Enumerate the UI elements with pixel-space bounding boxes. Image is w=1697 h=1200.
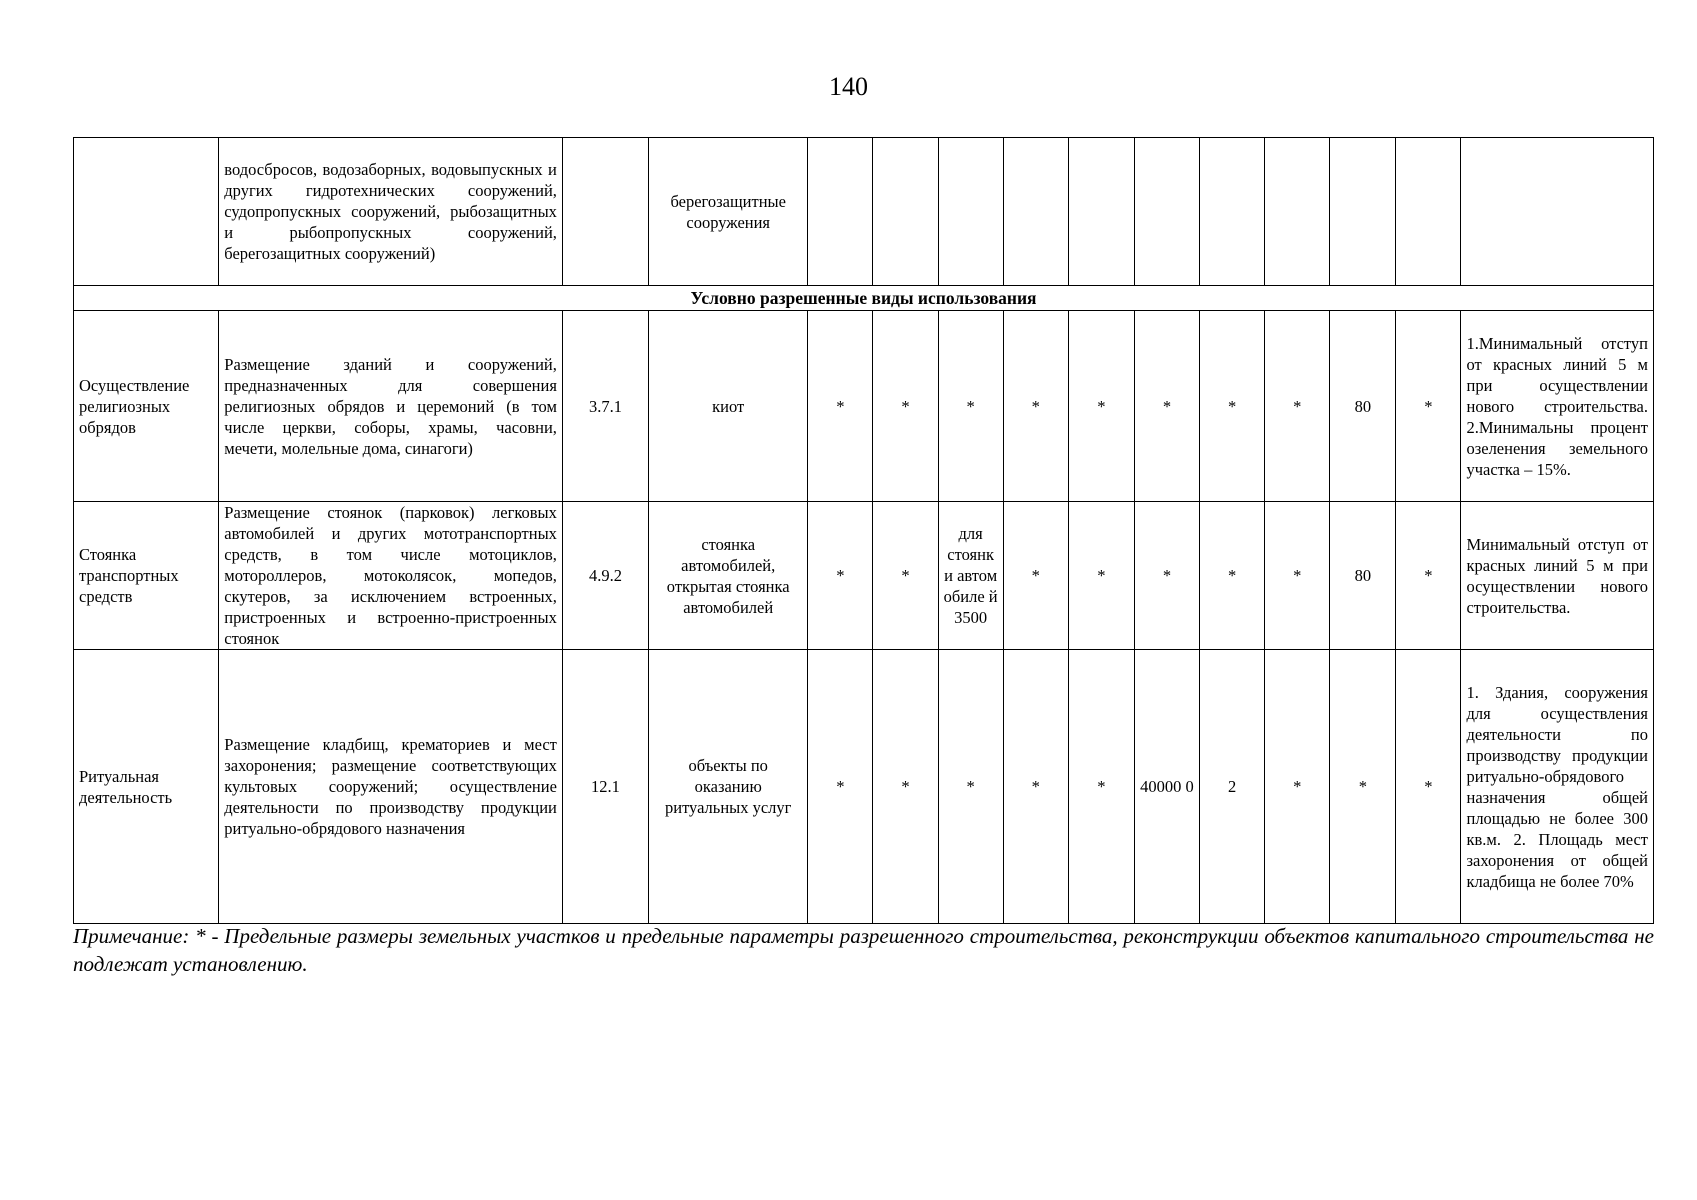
notes-cell: 1.Минимальный отступ от красных линий 5 м при осуществлении нового строительства. 2.Минимальны процент озеленения земельного участка – 15%. bbox=[1461, 311, 1654, 502]
param-cell: 80 bbox=[1330, 311, 1396, 502]
param-cell: 40000 0 bbox=[1134, 650, 1199, 924]
section-title: Условно разрешенные виды использования bbox=[74, 286, 1654, 311]
param-cell: * bbox=[1003, 311, 1068, 502]
param-cell: * bbox=[808, 311, 873, 502]
name-cell: Ритуальная деятельность bbox=[74, 650, 219, 924]
param-cell: 2 bbox=[1200, 650, 1265, 924]
object-cell: киот bbox=[649, 311, 808, 502]
name-cell: Стоянка транспортных средств bbox=[74, 502, 219, 650]
description-cell: Размещение стоянок (парковок) легковых автомобилей и других мототранспортных средств, в том числе мотоциклов, мотороллеров, мотоколясок, мопедов, скутеров, за исключением встроенных, пристроенных и встроенно-пристроенных стоянок bbox=[219, 502, 563, 650]
description-cell: водосбросов, водозаборных, водовыпускных и других гидротехнических сооружений, судопропускных сооружений, рыбозащитных и рыбопропускных сооружений, берегозащитных сооружений) bbox=[219, 138, 563, 286]
param-cell: * bbox=[1003, 650, 1068, 924]
table-row bbox=[74, 650, 1654, 924]
notes-cell: 1. Здания, сооружения для осуществления деятельности по производству продукции ритуально-обрядового назначения общей площадью не более 300 кв.м. 2. Площадь мест захоронения от общей кладбища не более 70% bbox=[1461, 650, 1654, 924]
param-cell: * bbox=[1134, 502, 1199, 650]
param-cell: * bbox=[1068, 650, 1134, 924]
param-cell: * bbox=[1396, 502, 1461, 650]
notes-cell: Минимальный отступ от красных линий 5 м при осуществлении нового строительства. bbox=[1461, 502, 1654, 650]
name-cell bbox=[74, 138, 219, 286]
name-cell: Осуществление религиозных обрядов bbox=[74, 311, 219, 502]
object-cell: стоянка автомобилей, открытая стоянка автомобилей bbox=[649, 502, 808, 650]
footnote: Примечание: * - Предельные размеры земельных участков и предельные параметры разрешенного строительства, реконструкции объектов капитального строительства не подлежат установлению. bbox=[73, 924, 1654, 976]
param-cell: * bbox=[938, 311, 1003, 502]
param-cell: для стоянк и автом обиле й 3500 bbox=[938, 502, 1003, 650]
object-cell: берегозащитные сооружения bbox=[649, 138, 808, 286]
code-cell bbox=[562, 138, 648, 286]
description-cell: Размещение кладбищ, крематориев и мест захоронения; размещение соответствующих культовых сооружений; осуществление деятельности по производству продукции ритуально-обрядового назначения bbox=[219, 650, 563, 924]
param-cell: * bbox=[1396, 311, 1461, 502]
param-cell: * bbox=[808, 650, 873, 924]
param-cell: * bbox=[1003, 502, 1068, 650]
param-cell: * bbox=[1265, 311, 1330, 502]
param-cell: 80 bbox=[1330, 502, 1396, 650]
code-cell: 4.9.2 bbox=[562, 502, 648, 650]
param-cell: * bbox=[873, 311, 938, 502]
param-cell: * bbox=[938, 650, 1003, 924]
param-cell: * bbox=[1396, 650, 1461, 924]
section-header-row bbox=[74, 286, 1654, 311]
notes-cell bbox=[1461, 138, 1654, 286]
param-cell: * bbox=[1134, 311, 1199, 502]
code-cell: 12.1 bbox=[562, 650, 648, 924]
table-row bbox=[74, 502, 1654, 650]
table-row bbox=[74, 138, 1654, 286]
param-cell: * bbox=[873, 650, 938, 924]
table-row bbox=[74, 311, 1654, 502]
description-cell: Размещение зданий и сооружений, предназначенных для совершения религиозных обрядов и церемоний (в том числе церкви, соборы, храмы, часовни, мечети, молельные дома, синагоги) bbox=[219, 311, 563, 502]
param-cell: * bbox=[1330, 650, 1396, 924]
param-cell: * bbox=[1068, 311, 1134, 502]
param-cell: * bbox=[1265, 650, 1330, 924]
param-cell: * bbox=[1200, 502, 1265, 650]
object-cell: объекты по оказанию ритуальных услуг bbox=[649, 650, 808, 924]
land-use-table bbox=[73, 137, 1654, 924]
param-cell: * bbox=[873, 502, 938, 650]
code-cell: 3.7.1 bbox=[562, 311, 648, 502]
param-cell: * bbox=[1068, 502, 1134, 650]
param-cell: * bbox=[808, 502, 873, 650]
param-cell: * bbox=[1265, 502, 1330, 650]
param-cell: * bbox=[1200, 311, 1265, 502]
page-number: 140 bbox=[829, 72, 868, 101]
